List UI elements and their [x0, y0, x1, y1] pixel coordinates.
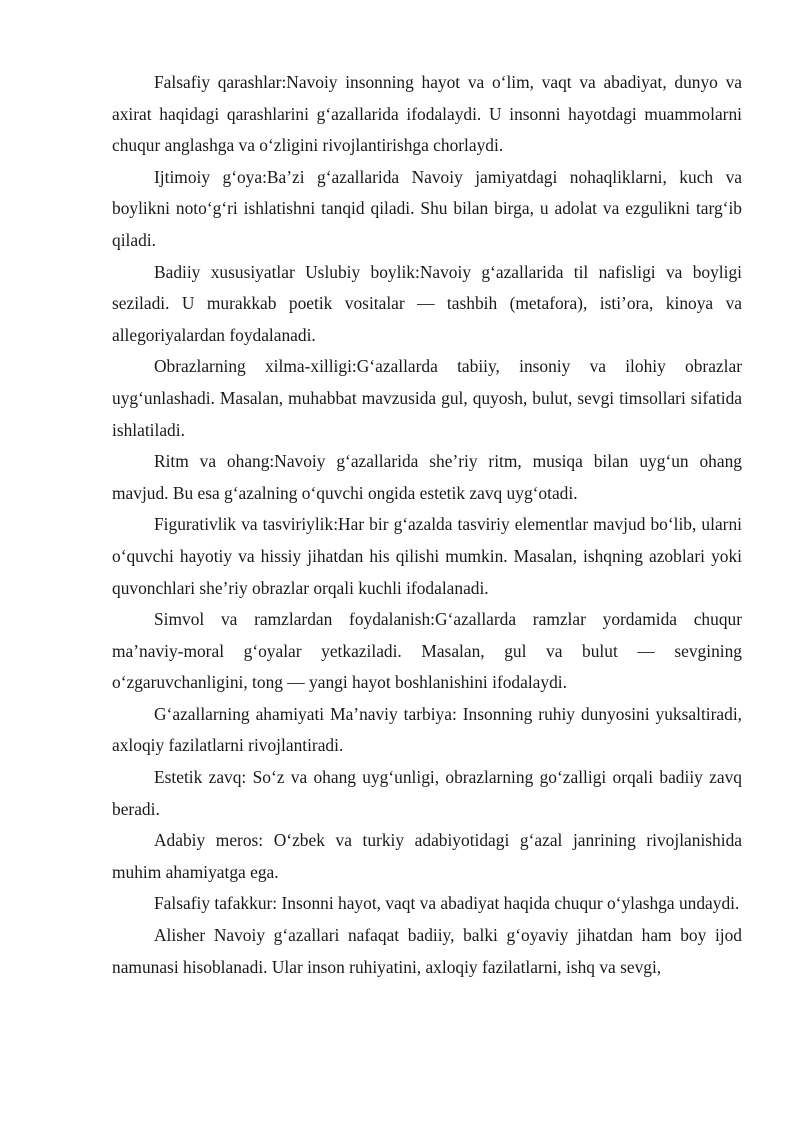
paragraph-figurativeness: Figurativlik va tasviriylik:Har bir g‘azalda tasviriy elementlar mavjud bo‘lib, ularni o‘quvchi hayotiy va hissiy jihatdan his qilishi mumkin. Masalan, ishqning azoblari yoki quvonchlari she’riy obrazlar orqali kuchli ifodalanadi.: [112, 514, 742, 598]
paragraph-stylistic-richness: Badiiy xususiyatlar Uslubiy boylik:Navoiy g‘azallarida til nafisligi va boyligi seziladi. U murakkab poetik vositalar — tashbih (metafora), isti’ora, kinoya va allegoriyalardan foydalanadi.: [112, 261, 742, 345]
paragraph-symbols: Simvol va ramzlardan foydalanish:G‘azallarda ramzlar yordamida chuqur ma’naviy-moral g‘oyalar yetkaziladi. Masalan, gul va bulut — sevgining o‘zgaruvchanligini, tong — yangi hayot boshlanishini ifodalaydi.: [112, 609, 742, 693]
paragraph-philosophical-thinking: Falsafiy tafakkur: Insonni hayot, vaqt va abadiyat haqida chuqur o‘ylashga undaydi.: [154, 893, 740, 914]
paragraph-aesthetic-pleasure: Estetik zavq: So‘z va ohang uyg‘unligi, obrazlarning go‘zalligi orqali badiiy zavq beradi.: [112, 767, 742, 819]
paragraph-moral-education: G‘azallarning ahamiyati Ma’naviy tarbiya: Insonning ruhiy dunyosini yuksaltiradi, axloqiy fazilatlarni rivojlantiradi.: [112, 703, 742, 756]
paragraph-conclusion: Alisher Navoiy g‘azallari nafaqat badiiy, balki g‘oyaviy jihatdan ham boy ijod namunasi hisoblanadi. Ular inson ruhiyatini, axloqiy fazilatlarni, ishq va sevgi,: [112, 925, 742, 977]
paragraph-philosophical-views: Falsafiy qarashlar:Navoiy insonning hayot va o‘lim, vaqt va abadiyat, dunyo va axirat haqidagi qarashlarini g‘azallarida ifodalaydi. U insonni hayotdagi muammolarni chuqur anglashga va o‘zligini rivojlantirishga chorlaydi.: [112, 72, 742, 156]
paragraph-social-idea: Ijtimoiy g‘oya:Ba’zi g‘azallarida Navoiy jamiyatdagi nohaqliklarni, kuch va boylikni noto‘g‘ri ishlatishni tanqid qiladi. Shu bilan birga, u adolat va ezgulikni targ‘ib qiladi.: [112, 166, 742, 250]
paragraph-rhythm-tone: Ritm va ohang:Navoiy g‘azallarida she’riy ritm, musiqa bilan uyg‘un ohang mavjud. Bu esa g‘azalning o‘quvchi ongida estetik zavq uyg‘otadi.: [112, 451, 742, 503]
document-page: [112, 67, 742, 983]
paragraph-literary-heritage: Adabiy meros: O‘zbek va turkiy adabiyotidagi g‘azal janrining rivojlanishida muhim ahamiyatga ega.: [112, 830, 742, 882]
paragraph-images-diversity: Obrazlarning xilma-xilligi:G‘azallarda tabiiy, insoniy va ilohiy obrazlar uyg‘unlashadi. Masalan, muhabbat mavzusida gul, quyosh, bulut, sevgi timsollari sifatida ishlatiladi.: [112, 356, 742, 440]
